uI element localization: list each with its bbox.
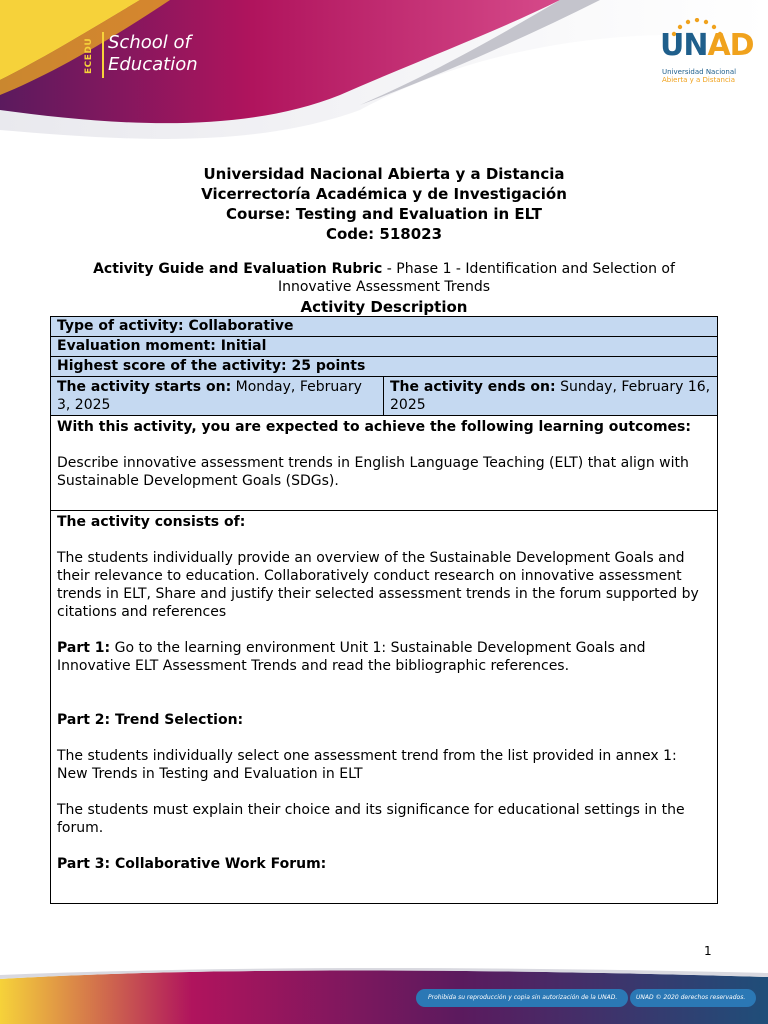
- footer-rights: UNAD © 2020 derechos reservados.: [636, 994, 746, 1001]
- footer-copyright-notice: Prohibida su reproducción y copia sin autorización de la UNAD.: [428, 994, 618, 1001]
- ecedu-label: ECEDU: [84, 37, 94, 75]
- start-date: The activity starts on: Monday, February 3, 2025: [51, 377, 384, 415]
- course-name: Course: Testing and Evaluation in ELT: [226, 205, 542, 223]
- consists-title: The activity consists of:: [57, 514, 246, 530]
- logo-divider: [102, 32, 104, 78]
- activity-guide-heading: Activity Guide and Evaluation Rubric - Phase 1 - Identification and Selection of Innovative Assessment Trends: [93, 261, 675, 295]
- part2-title: Part 2: Trend Selection:: [57, 712, 244, 728]
- outcomes-title: With this activity, you are expected to achieve the following learning outcomes:: [57, 419, 691, 435]
- part2-text1: The students individually select one assessment trend from the list provided in annex 1: New Trends in Testing and Evaluation in ELT: [57, 748, 677, 782]
- outcomes-text: Describe innovative assessment trends in English Language Teaching (ELT) that align with Sustainable Development Goals (SDGs).: [57, 455, 689, 489]
- school-name: School of Education: [108, 32, 198, 75]
- part1: Part 1: Go to the learning environment Unit 1: Sustainable Development Goals and Innovative ELT Assessment Trends and read the bibliographic references.: [57, 640, 646, 674]
- part2-text2: The students must explain their choice and its significance for educational settings in the forum.: [57, 802, 685, 836]
- end-date: The activity ends on: Sunday, February 16, 2025: [390, 379, 711, 413]
- university-name: Universidad Nacional Abierta y a Distancia: [203, 165, 565, 183]
- activity-consists: [51, 511, 717, 903]
- unad-subtitle-1: Universidad Nacional: [662, 68, 737, 76]
- document-title: [0, 164, 768, 244]
- activity-table: [50, 316, 718, 904]
- consists-text: The students individually provide an overview of the Sustainable Development Goals and their relevance to education. Collaboratively conduct research on innovative assessment trends in ELT, Share and justify their selected assessment trends in the forum supported by citations and references: [57, 550, 699, 620]
- unad-wordmark: UNAD: [660, 28, 754, 63]
- vicerrectoria: Vicerrectoría Académica y de Investigación: [201, 185, 567, 203]
- learning-outcomes: [51, 416, 717, 511]
- unad-subtitle-2: Abierta y a Distancia: [662, 76, 736, 84]
- evaluation-moment: Evaluation moment: Initial: [51, 337, 717, 357]
- unad-logo: [660, 18, 754, 84]
- part3-title: Part 3: Collaborative Work Forum:: [57, 856, 327, 872]
- type-of-activity: Type of activity: Collaborative: [51, 317, 717, 337]
- page-number: 1: [704, 944, 712, 958]
- course-code: Code: 518023: [325, 225, 443, 243]
- activity-dates: [51, 377, 717, 416]
- activity-description-title: Activity Description: [300, 298, 468, 316]
- highest-score: Highest score of the activity: 25 points: [51, 357, 717, 377]
